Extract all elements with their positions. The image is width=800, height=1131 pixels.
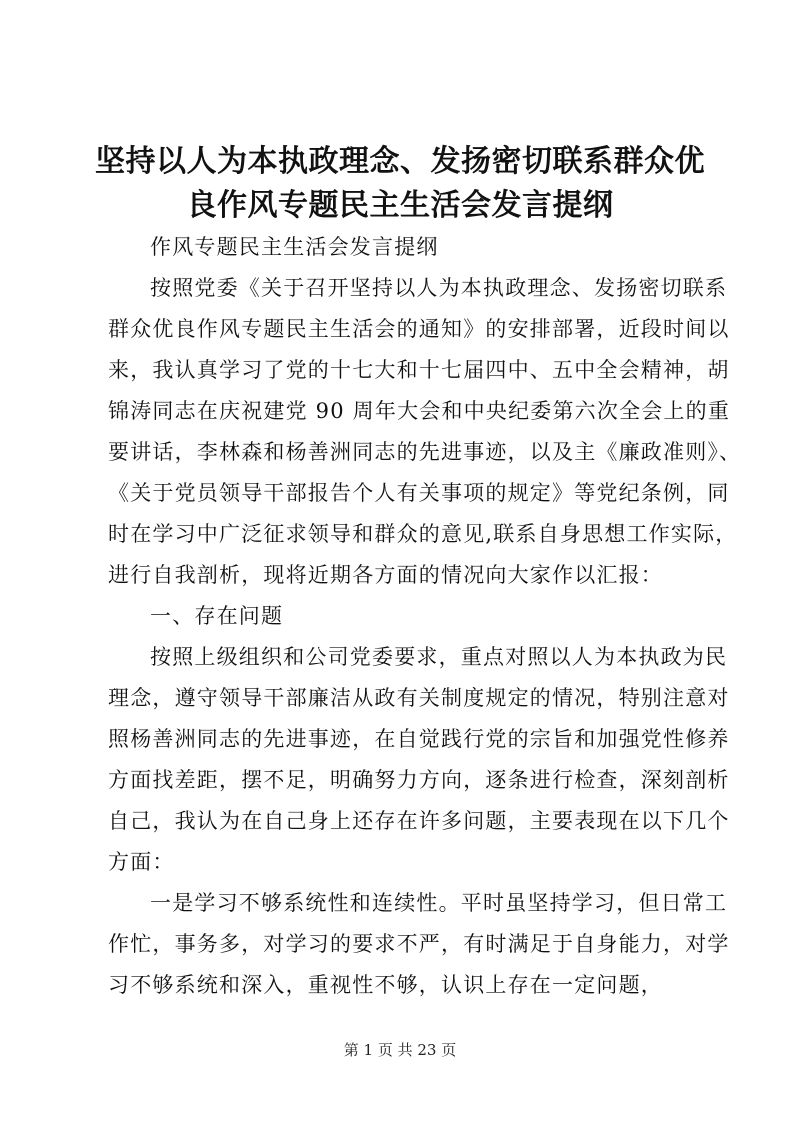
body-line: 《关于党员领导干部报告个人有关事项的规定》等党纪条例，同 bbox=[108, 481, 730, 505]
body-line: 按照上级组织和公司党委要求，重点对照以人为本执政为民 bbox=[150, 645, 728, 669]
body-line: 时在学习中广泛征求领导和群众的意见,联系自身思想工作实际， bbox=[108, 522, 738, 546]
subtitle-paragraph: 作风专题民主生活会发言提纲 bbox=[150, 235, 439, 259]
page-number-footer: 第 1 页 共 23 页 bbox=[343, 1041, 457, 1059]
section-heading: 一、存在问题 bbox=[150, 604, 284, 628]
body-line: 按照党委《关于召开坚持以人为本执政理念、发扬密切联系 bbox=[150, 276, 728, 300]
body-line: 自己，我认为在自己身上还存在许多问题，主要表现在以下几个 bbox=[108, 809, 730, 833]
body-line: 理念，遵守领导干部廉洁从政有关制度规定的情况，特别注意对 bbox=[108, 686, 730, 710]
document-title-line-1: 坚持以人为本执政理念、发扬密切联系群众优 bbox=[95, 144, 705, 179]
body-line: 要讲话，李林森和杨善洲同志的先进事迹，以及主《廉政准则》、 bbox=[108, 440, 742, 464]
body-line: 一是学习不够系统性和连续性。平时虽坚持学习，但日常工 bbox=[150, 891, 728, 915]
document-title-line-2: 良作风专题民主生活会发言提纲 bbox=[186, 188, 614, 223]
body-line: 照杨善洲同志的先进事迹，在自觉践行党的宗旨和加强党性修养 bbox=[108, 727, 730, 751]
body-line: 进行自我剖析，现将近期各方面的情况向大家作以汇报： bbox=[108, 563, 663, 587]
body-line: 来，我认真学习了党的十七大和十七届四中、五中全会精神，胡 bbox=[108, 358, 730, 382]
body-line: 群众优良作风专题民主生活会的通知》的安排部署，近段时间以 bbox=[108, 317, 730, 341]
body-line: 作忙，事务多，对学习的要求不严，有时满足于自身能力，对学 bbox=[108, 932, 730, 956]
body-line: 方面找差距，摆不足，明确努力方向，逐条进行检查，深刻剖析 bbox=[108, 768, 730, 792]
body-line: 锦涛同志在庆祝建党 90 周年大会和中央纪委第六次全会上的重 bbox=[108, 399, 731, 423]
body-line: 习不够系统和深入，重视性不够，认识上存在一定问题， bbox=[108, 973, 663, 997]
body-line: 方面： bbox=[108, 850, 175, 874]
